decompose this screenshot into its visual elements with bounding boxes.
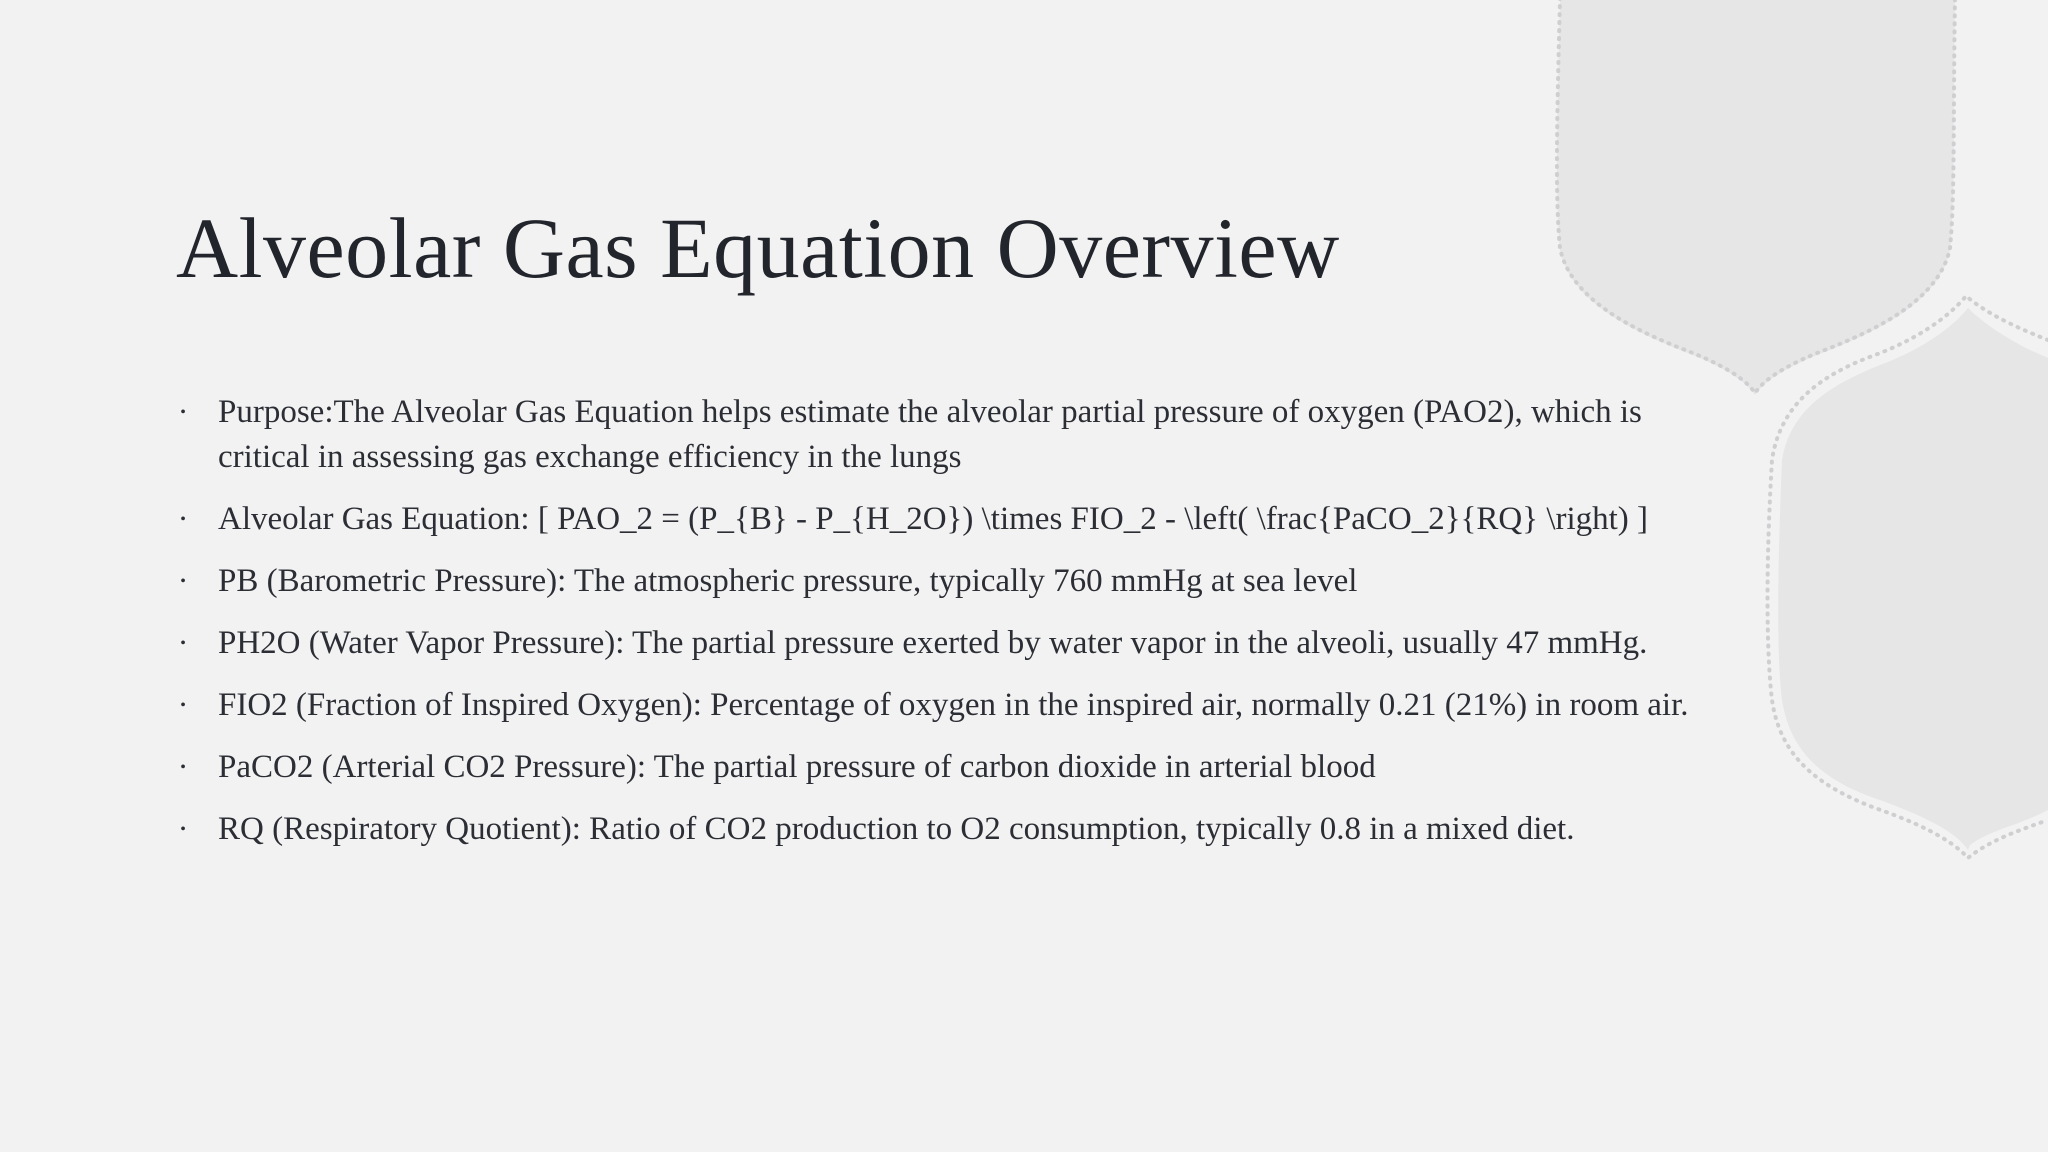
bullet-text: Alveolar Gas Equation: [ PAO_2 = (P_{B} - P_{H_2O}) \times FIO_2 - \left( \frac{PaCO_2}{RQ} \right) ] bbox=[218, 501, 1649, 537]
bullet-list bbox=[176, 390, 1696, 869]
bullet-icon: • bbox=[180, 759, 186, 776]
shield-shape-bottom bbox=[1778, 308, 2048, 850]
bullet-equation bbox=[176, 497, 1696, 542]
bullet-paco2 bbox=[176, 745, 1696, 790]
bullet-icon: • bbox=[180, 573, 186, 590]
bullet-text: RQ (Respiratory Quotient): Ratio of CO2 production to O2 consumption, typically 0.8 in a mixed diet. bbox=[218, 811, 1575, 847]
bullet-purpose bbox=[176, 390, 1696, 480]
bullet-icon: • bbox=[180, 697, 186, 714]
bullet-water-vapor-pressure bbox=[176, 621, 1696, 666]
bullet-icon: • bbox=[180, 821, 186, 838]
bullet-text: PH2O (Water Vapor Pressure): The partial pressure exerted by water vapor in the alveoli, usually 47 mmHg. bbox=[218, 625, 1648, 661]
bullet-icon: • bbox=[180, 511, 186, 528]
bullet-icon: • bbox=[180, 635, 186, 652]
bullet-text: PB (Barometric Pressure): The atmospheric pressure, typically 760 mmHg at sea level bbox=[218, 563, 1358, 599]
bullet-text: PaCO2 (Arterial CO2 Pressure): The partial pressure of carbon dioxide in arterial blood bbox=[218, 749, 1376, 785]
bullet-rq bbox=[176, 807, 1696, 852]
bullet-text: FIO2 (Fraction of Inspired Oxygen): Percentage of oxygen in the inspired air, normally 0.21 (21%) in room air. bbox=[218, 687, 1689, 723]
slide-title: Alveolar Gas Equation Overview bbox=[176, 200, 1340, 296]
shield-shape-top bbox=[1557, 0, 1955, 395]
bullet-text: Purpose:The Alveolar Gas Equation helps estimate the alveolar partial pressure of oxygen (PAO2), which is critical in assessing gas exchange efficiency in the lungs bbox=[218, 394, 1642, 475]
bullet-barometric-pressure bbox=[176, 559, 1696, 604]
bullet-icon: • bbox=[180, 404, 186, 421]
bullet-fio2 bbox=[176, 683, 1696, 728]
